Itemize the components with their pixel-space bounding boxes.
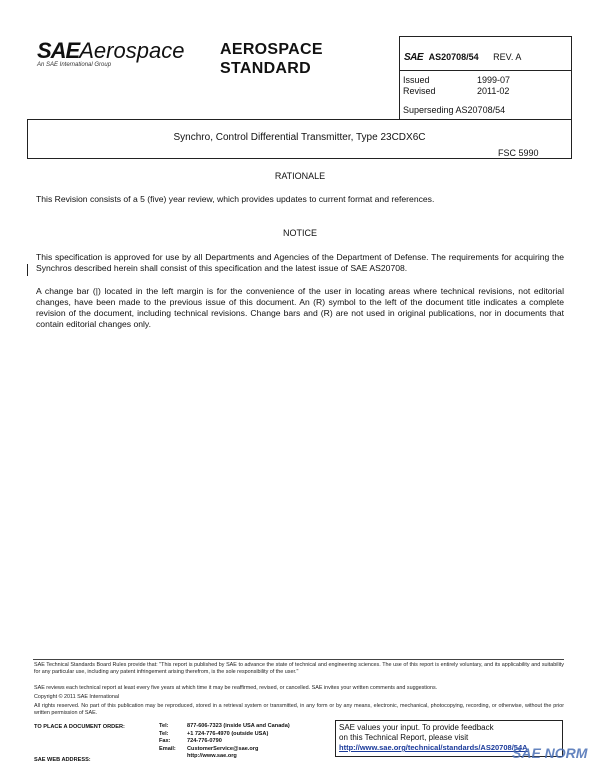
notice-paragraph-2: A change bar (|) located in the left margin is for the convenience of the user in locating areas where technical revisions, not editorial changes, have been made to the previous issue of this document. An (R) symbol to the left of the document title indicates a complete revision of the document, including technical revisions. Change bars and (R) are not used in original publications, nor in documents that contain editorial changes only. — [36, 286, 564, 329]
fsc-code: FSC 5990 — [498, 148, 539, 158]
logo — [37, 38, 197, 68]
feedback-link[interactable]: http://www.sae.org/technical/standards/AS20708/54A — [339, 743, 528, 752]
watermark-text: SAE NORM — [512, 745, 588, 761]
issued-value: 1999-07 — [477, 75, 511, 85]
contact-label: Email: — [159, 745, 176, 752]
contact-row — [159, 753, 339, 761]
contact-row — [159, 746, 339, 754]
web-label: SAE WEB ADDRESS: — [34, 757, 91, 763]
rationale-text: This Revision consists of a 5 (five) year review, which provides updates to current format and references. — [36, 194, 435, 204]
contact-label: Fax: — [159, 738, 171, 744]
contact-list — [159, 723, 339, 761]
header-top-border — [399, 36, 572, 37]
contact-label: Tel: — [159, 730, 169, 737]
contact-value: 877-606-7323 (inside USA and Canada) — [187, 723, 290, 729]
footer-review-text: SAE reviews each technical report at least every five years at which time it may be reaffirmed, revised, or cancelled. SAE invites your written comments and suggestions. — [34, 685, 438, 691]
issued-row — [403, 75, 563, 85]
doc-number-row — [404, 52, 521, 63]
standard-title — [220, 40, 323, 78]
feedback-line1: SAE values your input. To provide feedback — [339, 723, 494, 732]
footer-copyright: Copyright © 2011 SAE International — [34, 694, 120, 700]
footer-rules-text: SAE Technical Standards Board Rules provide that: "This report is published by SAE to advance the state of technical and engineering sciences. The use of this report is entirely voluntary, and its applicability and suitability for any particular use, including any patent infringement arising therefrom, is the sole responsibility of the user." — [34, 662, 564, 675]
title-box-bottom — [27, 158, 572, 159]
revised-label: Revised — [403, 86, 436, 96]
doc-brand: SAE — [404, 52, 424, 63]
contact-email[interactable]: CustomerService@sae.org — [187, 745, 259, 752]
header-right-border — [571, 36, 572, 120]
contact-label: Tel: — [159, 723, 169, 729]
document-title: Synchro, Control Differential Transmitter, Type 23CDX6C — [173, 132, 426, 143]
order-label: TO PLACE A DOCUMENT ORDER: — [34, 724, 125, 730]
standard-title-line1: AEROSPACE — [220, 41, 323, 58]
doc-number: AS20708/54 — [428, 52, 479, 62]
header-bottom-rule — [27, 119, 572, 120]
contact-row — [159, 723, 339, 731]
logo-aerospace: Aerospace — [79, 38, 185, 63]
revised-row — [403, 86, 563, 96]
notice-heading: NOTICE — [282, 228, 317, 238]
rationale-heading: RATIONALE — [274, 171, 326, 181]
revision: REV. A — [493, 52, 522, 62]
feedback-line2: on this Technical Report, please visit — [339, 733, 469, 742]
sae-website-link[interactable]: http://www.sae.org — [187, 753, 237, 759]
header-row-divider — [399, 70, 572, 71]
watermark — [512, 745, 587, 761]
footer-rights-text: All rights reserved. No part of this publication may be reproduced, stored in a retrieval system or transmitted, in any form or by any means, electronic, mechanical, photocopying, recording, or otherwise, without the prior written permission of SAE. — [34, 703, 564, 716]
standard-title-line2: STANDARD — [220, 60, 311, 77]
notice-paragraph-1: This specification is approved for use by all Departments and Agencies of the Department of Defense. The requirements for acquiring the Synchros described herein shall consist of this specification and the latest issue of SAE AS20708. — [36, 252, 564, 273]
change-bar — [27, 264, 28, 276]
superseding: Superseding AS20708/54 — [403, 105, 506, 115]
logo-tagline: An SAE International Group — [37, 62, 112, 68]
logo-sae: SAE — [37, 38, 80, 63]
issued-label: Issued — [403, 75, 430, 85]
revised-value: 2011-02 — [477, 86, 510, 96]
contact-row — [159, 738, 339, 746]
contact-value: 724-776-0790 — [187, 738, 222, 744]
header-divider — [399, 36, 400, 120]
contact-value: +1 724-776-4970 (outside USA) — [187, 730, 269, 737]
contact-row — [159, 731, 339, 739]
footer-rule — [33, 659, 564, 660]
